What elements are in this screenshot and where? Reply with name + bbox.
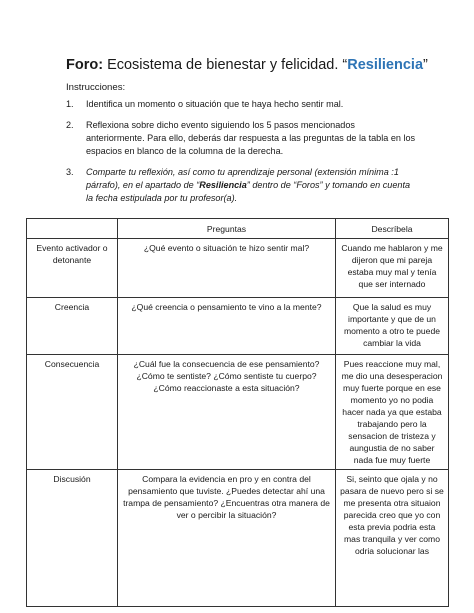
question-cell: ¿Cuál fue la consecuencia de ese pensamiento? ¿Cómo te sentiste? ¿Cómo sentiste tu cuerpo? ¿Cómo reaccionaste a esta situación? — [118, 355, 336, 470]
instruction-text: Reflexiona sobre dicho evento siguiendo los 5 pasos mencionados anteriormente. Para ello, deberás dar respuesta a las preguntas de la tabla en los espacios en blanco de la columna de la derecha. — [86, 120, 416, 156]
instruction-item — [66, 166, 416, 205]
question-cell: Compara la evidencia en pro y en contra del pensamiento que tuviste. ¿Puedes detectar ahí una trampa de pensamiento? ¿Encuentras otra manera de ver o percibir la situación? — [118, 470, 336, 607]
forum-title — [66, 56, 446, 74]
title-lead: Foro: — [66, 57, 104, 73]
reflection-table — [26, 218, 449, 607]
step-cell: Discusión — [27, 470, 118, 607]
instruction-text — [86, 167, 410, 203]
instruction-text-part: ” dentro de “Foros” y tomando en cuenta la fecha estipulada por tu profesor(a). — [86, 180, 411, 203]
instructions-heading: Instrucciones: — [66, 82, 126, 93]
question-cell: ¿Qué creencia o pensamiento te vino a la mente? — [118, 298, 336, 355]
table-row — [27, 298, 449, 355]
instruction-number: 2. — [66, 120, 74, 130]
question-cell: ¿Qué evento o situación te hizo sentir mal? — [118, 239, 336, 298]
header-cell-describe: Descríbela — [336, 219, 449, 239]
header-cell-empty — [27, 219, 118, 239]
instruction-item — [66, 119, 416, 158]
instruction-text: Identifica un momento o situación que te haya hecho sentir mal. — [86, 99, 344, 109]
title-end: ” — [423, 57, 428, 73]
table-row — [27, 239, 449, 298]
instruction-number: 3. — [66, 167, 74, 177]
answer-cell[interactable]: Cuando me hablaron y me dijeron que mi pareja estaba muy mal y tenía que ser internado — [336, 239, 449, 298]
step-cell: Consecuencia — [27, 355, 118, 470]
instruction-text-part: Comparte tu reflexión, así como tu aprendizaje personal (extensión mínima :1 párrafo), en el apartado de “ — [86, 167, 399, 190]
instructions-list — [66, 98, 416, 213]
table-row — [27, 355, 449, 470]
answer-cell[interactable]: Pues reaccione muy mal, me dio una desesperacion muy fuerte porque en ese momento yo no podia hacer nada ya que estaba trabajando pero la sensacion de tristeza y aungustia de no saber nada fue muy fuerte — [336, 355, 449, 470]
table-header-row — [27, 219, 449, 239]
answer-cell[interactable]: Que la salud es muy importante y que de un momento a otro te puede cambiar la vida — [336, 298, 449, 355]
header-cell-questions: Preguntas — [118, 219, 336, 239]
answer-cell[interactable]: Si, seinto que ojala y no pasara de nuevo pero si se me presenta otra situaion parecida creo que yo con esta previa podria esta mas tranquila y ver como odria solucionar las — [336, 470, 449, 607]
instruction-item — [66, 98, 416, 111]
title-accent: Resiliencia — [347, 57, 424, 73]
instruction-number: 1. — [66, 99, 74, 109]
step-cell: Evento activador o detonante — [27, 239, 118, 298]
title-main: Ecosistema de bienestar y felicidad. “ — [103, 57, 348, 73]
instruction-text-bold: Resiliencia — [199, 180, 247, 190]
step-cell: Creencia — [27, 298, 118, 355]
table-row — [27, 470, 449, 607]
